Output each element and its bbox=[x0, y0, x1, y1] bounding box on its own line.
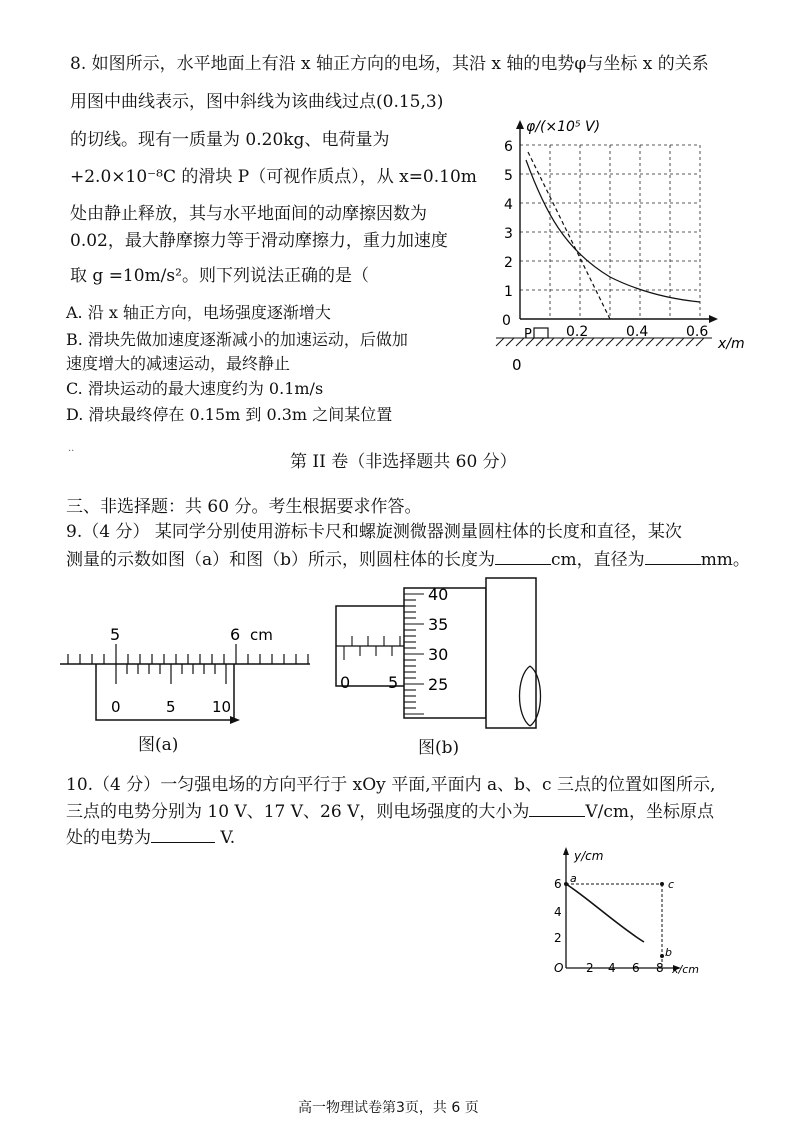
graph-y-label: φ/(×10⁵ V) bbox=[526, 119, 601, 135]
main-scale-5: 5 bbox=[110, 625, 121, 644]
q10-line-3-end: V. bbox=[220, 828, 236, 848]
q10-line-2 bbox=[66, 800, 714, 822]
y-tick-2: 2 bbox=[504, 255, 513, 271]
vernier-scale-10: 10 bbox=[212, 698, 232, 716]
tick-x-8: 8 bbox=[656, 961, 664, 975]
tick-y-4: 4 bbox=[554, 905, 562, 919]
x-tick-0-2: 0.2 bbox=[566, 324, 589, 340]
tick-x-2: 2 bbox=[586, 961, 594, 975]
tick-y-2: 2 bbox=[554, 931, 562, 945]
potential-graph bbox=[490, 112, 754, 372]
sleeve-5: 5 bbox=[388, 673, 399, 692]
point-a-label: a bbox=[570, 872, 577, 885]
point-c-label: c bbox=[668, 878, 675, 891]
tick-x-6: 6 bbox=[632, 961, 640, 975]
block-label: P bbox=[524, 327, 532, 342]
axis-y-label: y/cm bbox=[574, 849, 604, 863]
diameter-answer-blank[interactable] bbox=[645, 548, 701, 565]
q8-option-d: D. 滑块最终停在 0.15m 到 0.3m 之间某位置 bbox=[66, 405, 393, 424]
y-tick-1: 1 bbox=[504, 284, 513, 300]
tangent-line bbox=[528, 152, 610, 319]
graph-grid bbox=[520, 145, 700, 319]
main-scale-6: 6 bbox=[230, 625, 241, 644]
y-tick-5: 5 bbox=[504, 168, 513, 184]
q9-line-2-text: 测量的示数如图（a）和图（b）所示，则圆柱体的长度为 bbox=[66, 550, 496, 570]
field-strength-blank[interactable] bbox=[529, 800, 585, 817]
origin-label: 0 bbox=[512, 356, 522, 372]
q8-line-3: 的切线。现有一质量为 0.20kg、电荷量为 bbox=[70, 130, 390, 150]
q8-line-1: 8. 如图所示，水平地面上有沿 x 轴正方向的电场，其沿 x 轴的电势φ与坐标 x 的关系 bbox=[70, 54, 709, 74]
thimble-25: 25 bbox=[428, 675, 449, 694]
length-answer-blank[interactable] bbox=[495, 548, 551, 565]
point-b-label: b bbox=[665, 946, 672, 959]
section-heading: 三、非选择题：共 60 分。考生根据要求作答。 bbox=[66, 497, 422, 517]
q10-line-3-text: 处的电势为 bbox=[66, 828, 151, 848]
x-tick-0-6: 0.6 bbox=[686, 324, 709, 340]
q8-line-4: +2.0×10⁻⁸C 的滑块 P（可视作质点），从 x=0.10m bbox=[70, 167, 477, 187]
graph-x-label: x/m bbox=[718, 336, 745, 352]
vernier-scale-5: 5 bbox=[166, 698, 176, 716]
axis-x-label: x/cm bbox=[672, 963, 699, 976]
tick-x-4: 4 bbox=[608, 961, 616, 975]
q9-line-2-mid: cm，直径为 bbox=[551, 550, 645, 570]
potential-curve bbox=[526, 160, 700, 302]
section-title: 第 II 卷（非选择题共 60 分） bbox=[290, 452, 517, 472]
q8-line-2: 用图中曲线表示，图中斜线为该曲线过点(0.15,3) bbox=[70, 92, 444, 112]
page-footer: 高一物理试卷第3页，共 6 页 bbox=[298, 1100, 479, 1116]
q8-option-b: B. 滑块先做加速度逐渐减小的加速运动，后做加 bbox=[66, 330, 408, 349]
x-tick-0-4: 0.4 bbox=[626, 324, 649, 340]
q10-line-3 bbox=[66, 826, 235, 848]
origin-potential-blank[interactable] bbox=[151, 826, 215, 843]
sleeve-0: 0 bbox=[340, 673, 351, 692]
q9-line-2-end: mm。 bbox=[700, 550, 750, 570]
micrometer-caption: 图(b) bbox=[418, 738, 460, 758]
tick-y-6: 6 bbox=[554, 877, 562, 891]
q8-line-6: 0.02，最大静摩擦力等于滑动摩擦力，重力加速度 bbox=[70, 231, 448, 251]
origin-o: O bbox=[554, 961, 564, 975]
q10-line-2-end: V/cm，坐标原点 bbox=[585, 802, 714, 822]
y-tick-3: 3 bbox=[504, 226, 513, 242]
q8-line-5: 处由静止释放，其与水平地面间的动摩擦因数为 bbox=[70, 204, 427, 224]
thimble-40: 40 bbox=[428, 585, 449, 604]
y-tick-0: 0 bbox=[502, 313, 511, 329]
q9-line-1: 9.（4 分） 某同学分别使用游标卡尺和螺旋测微器测量圆柱体的长度和直径，某次 bbox=[66, 522, 682, 542]
y-tick-6: 6 bbox=[504, 139, 513, 155]
caliper-caption: 图(a) bbox=[138, 735, 179, 755]
vernier-scale-0: 0 bbox=[111, 698, 121, 716]
main-scale-unit: cm bbox=[250, 626, 273, 644]
xoy-diagram bbox=[548, 846, 728, 978]
micrometer bbox=[330, 576, 570, 736]
q10-line-1: 10.（4 分）一匀强电场的方向平行于 xOy 平面,平面内 a、b、c 三点的位置如图所示, bbox=[66, 775, 716, 795]
q10-line-2-text: 三点的电势分别为 10 V、17 V、26 V，则电场强度的大小为 bbox=[66, 802, 530, 822]
q8-option-c: C. 滑块运动的最大速度约为 0.1m/s bbox=[66, 379, 324, 398]
scan-mark: ·· bbox=[68, 446, 75, 457]
slider-block bbox=[534, 328, 548, 338]
vernier-caliper bbox=[60, 620, 320, 730]
y-tick-4: 4 bbox=[504, 197, 513, 213]
q8-line-7: 取 g =10m/s²。则下列说法正确的是（ bbox=[70, 266, 369, 286]
q8-option-b-cont: 速度增大的减速运动，最终静止 bbox=[66, 354, 291, 373]
q9-line-2 bbox=[66, 548, 750, 570]
q8-option-a: A. 沿 x 轴正方向，电场强度逐渐增大 bbox=[66, 303, 331, 322]
thimble-30: 30 bbox=[428, 645, 449, 664]
thimble-35: 35 bbox=[428, 615, 449, 634]
